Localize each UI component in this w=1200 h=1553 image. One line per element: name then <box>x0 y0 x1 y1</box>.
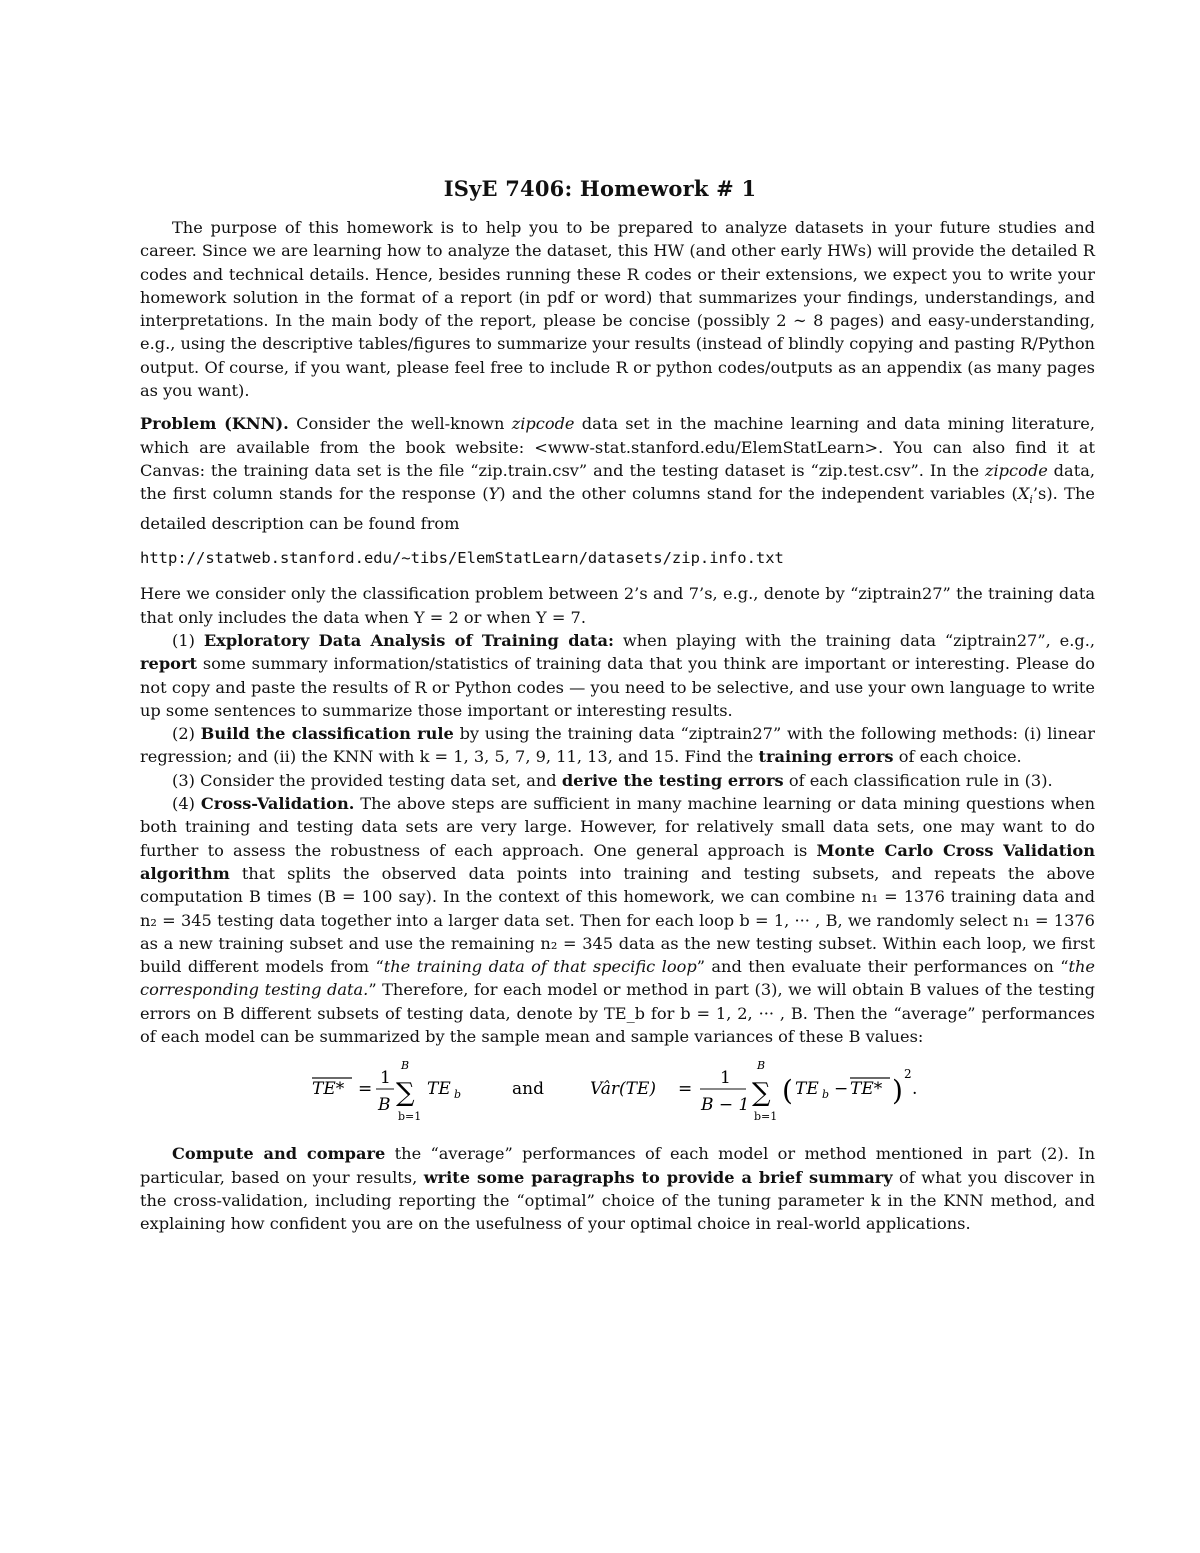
final-text: the “average” performances of each model or method mentioned in part (2). In particular, based on your results, <box>140 1144 1096 1187</box>
final-paragraph <box>140 1142 1095 1235</box>
emphasis: report <box>140 654 197 674</box>
eq-frac1-num: 1 <box>380 1068 391 1089</box>
right-paren-icon: ) <box>892 1074 903 1108</box>
eq-mean-lhs: TE* <box>312 1079 345 1100</box>
eq-term: TE <box>427 1079 451 1100</box>
question-number: (4) <box>172 794 201 814</box>
question-number: (2) <box>172 724 201 744</box>
intro-paragraph: The purpose of this homework is to help you to be prepared to analyze datasets in your future studies and career. Since we are learning how to analyze the dataset, this HW (and other early HWs) will provide the detailed R codes and technical details. Hence, besides running these R codes or their extensions, we expect you to write your homework solution in the format of a report (in pdf or word) that summarizes your findings, understandings, and interpretations. In the main body of the report, please be concise (possibly 2 ∼ 8 pages) and easy-understanding, e.g., using the descriptive tables/figures to summarize your results (instead of blindly copying and pasting R/Python output. Of course, if you want, please feel free to include R or python codes/outputs as an appendix (as many pages as you want). <box>140 218 1095 401</box>
eq-period: . <box>912 1079 918 1100</box>
eq-frac2-num: 1 <box>720 1068 731 1089</box>
math-var: X <box>1017 484 1030 504</box>
question-text: ” and then evaluate their performances on “ <box>696 957 1069 977</box>
left-paren-icon: ( <box>782 1074 793 1108</box>
emphasis: Monte Carlo Cross Validation algorithm <box>140 840 1095 883</box>
eq-term-2-sub: b <box>822 1088 830 1102</box>
question-heading: Exploratory Data Analysis of Training data: <box>203 630 614 650</box>
question-1 <box>140 629 1095 722</box>
question-4 <box>140 792 1095 1048</box>
question-text: ” Therefore, for each model or method in part (3), we will obtain B values of the testing errors on B different subsets of testing data, denote by TE_b for b = 1, 2, ··· , B. Then the “average” performances of each model can be summarized by the sample mean and sample variances of these B values: <box>140 980 1095 1047</box>
final-text: of what you discover in the cross-validation, including reporting the “optimal” choice of the tuning parameter k in the KNN method, and explaining how confident you are on the usefulness of your optimal choice in real-world applications. <box>140 1167 1095 1234</box>
math-var: Y <box>488 484 500 504</box>
question-text: Consider the provided testing data set, and <box>200 770 562 790</box>
eq-sum-bottom: b=1 <box>398 1110 422 1124</box>
question-heading: Cross-Validation. <box>200 794 355 814</box>
emphasis: training errors <box>758 747 894 767</box>
eq-term-2: TE <box>795 1079 819 1100</box>
zipcode-term: zipcode <box>984 460 1048 480</box>
zipcode-term: zipcode <box>511 414 575 434</box>
problem-text: data set in the machine learning and data mining literature, which are available from the book website: <www-stat.stanford.edu/ElemStatLearn>. You can also find it at Canvas: the training data set is the file “zip.train.csv” and the testing dataset is “zip.test.csv”. In the <box>140 414 1095 480</box>
eq-sum2-bottom: b=1 <box>754 1110 778 1124</box>
eq-and: and <box>512 1079 544 1100</box>
eq-frac2-den: B − 1 <box>701 1095 750 1116</box>
eq-mean-2: TE* <box>850 1079 883 1100</box>
question-text: The above steps are sufficient in many machine learning or data mining questions when both training and testing data sets are very large. However, for relatively small data sets, one may want to do further to assess the robustness of each approach. One general approach is <box>140 794 1096 860</box>
question-text: that splits the observed data points into training and testing subsets, and repeats the above computation B times (B = 100 say). In the context of this homework, we can combine n₁ = 1376 training data and n₂ = 345 testing data together into a larger data set. Then for each loop b = 1, ··· , B, we randomly select n₁ = 1376 as a new training subset and use the remaining n₂ = 345 data as the new testing subset. Within each loop, we first build different models from “ <box>140 863 1095 977</box>
eq-var-lhs: Vâr(TE) <box>590 1079 656 1100</box>
question-text: of each classification rule in (3). <box>783 770 1053 790</box>
problem-text: ) and the other columns stand for the independent variables ( <box>499 484 1018 504</box>
question-text: some summary information/statistics of training data that you think are important or interesting. Please do not copy and paste the results of R or Python codes — you need to be selective, and use your own language to write up some sentences to summarize those important or interesting results. <box>140 654 1095 720</box>
question-text: of each choice. <box>893 747 1022 767</box>
question-number: (3) <box>172 770 201 790</box>
question-number: (1) <box>172 630 204 650</box>
emphasis: write some paragraphs to provide a brief summary <box>423 1167 893 1187</box>
minus-icon: − <box>834 1079 849 1100</box>
question-text: when playing with the training data “ziptrain27”, e.g., <box>613 630 1096 650</box>
italic-phrase: the corresponding testing data. <box>140 957 1095 1000</box>
page-title: ISyE 7406: Homework # 1 <box>443 176 757 201</box>
classification-paragraph: Here we consider only the classification problem between 2’s and 7’s, e.g., denote by “ziptrain27” the training data that only includes the data when Y = 2 or when Y = 7. <box>140 584 1095 627</box>
document-body <box>140 216 1095 1236</box>
equation-svg <box>140 1058 1095 1128</box>
emphasis: Compute and compare <box>172 1144 386 1164</box>
math-subscript: i <box>1029 493 1033 507</box>
eq-frac1-den: B <box>378 1095 391 1116</box>
italic-phrase: the training data of that specific loop <box>383 957 697 977</box>
problem-text: ’s). The detailed description can be found from <box>140 484 1095 533</box>
sum-icon: ∑ <box>752 1078 771 1109</box>
question-text: by using the training data “ziptrain27” with the following methods: (i) linear regression; and (ii) the KNN with k = 1, 3, 5, 7, 9, 11, 13, and 15. Find the <box>140 724 1095 767</box>
problem-text: data, the first column stands for the response ( <box>140 460 1095 504</box>
question-2 <box>140 722 1095 769</box>
question-3 <box>140 769 1095 792</box>
problem-paragraph <box>140 412 1095 535</box>
emphasis: derive the testing errors <box>561 770 784 790</box>
problem-text: Consider the well-known <box>288 414 512 434</box>
problem-heading: Problem (KNN). <box>140 414 289 434</box>
sum-icon: ∑ <box>396 1078 415 1109</box>
eq-square: 2 <box>904 1067 912 1082</box>
dataset-url: http://statweb.stanford.edu/~tibs/ElemStatLearn/datasets/zip.info.txt <box>140 549 784 568</box>
eq-term-sub: b <box>454 1088 462 1102</box>
display-equation <box>140 1058 1095 1128</box>
eq-equals: = <box>358 1079 373 1100</box>
question-heading: Build the classification rule <box>200 724 454 744</box>
eq-equals-2: = <box>678 1079 693 1100</box>
eq-sum2-top: B <box>757 1059 766 1073</box>
eq-sum-top: B <box>401 1059 410 1073</box>
